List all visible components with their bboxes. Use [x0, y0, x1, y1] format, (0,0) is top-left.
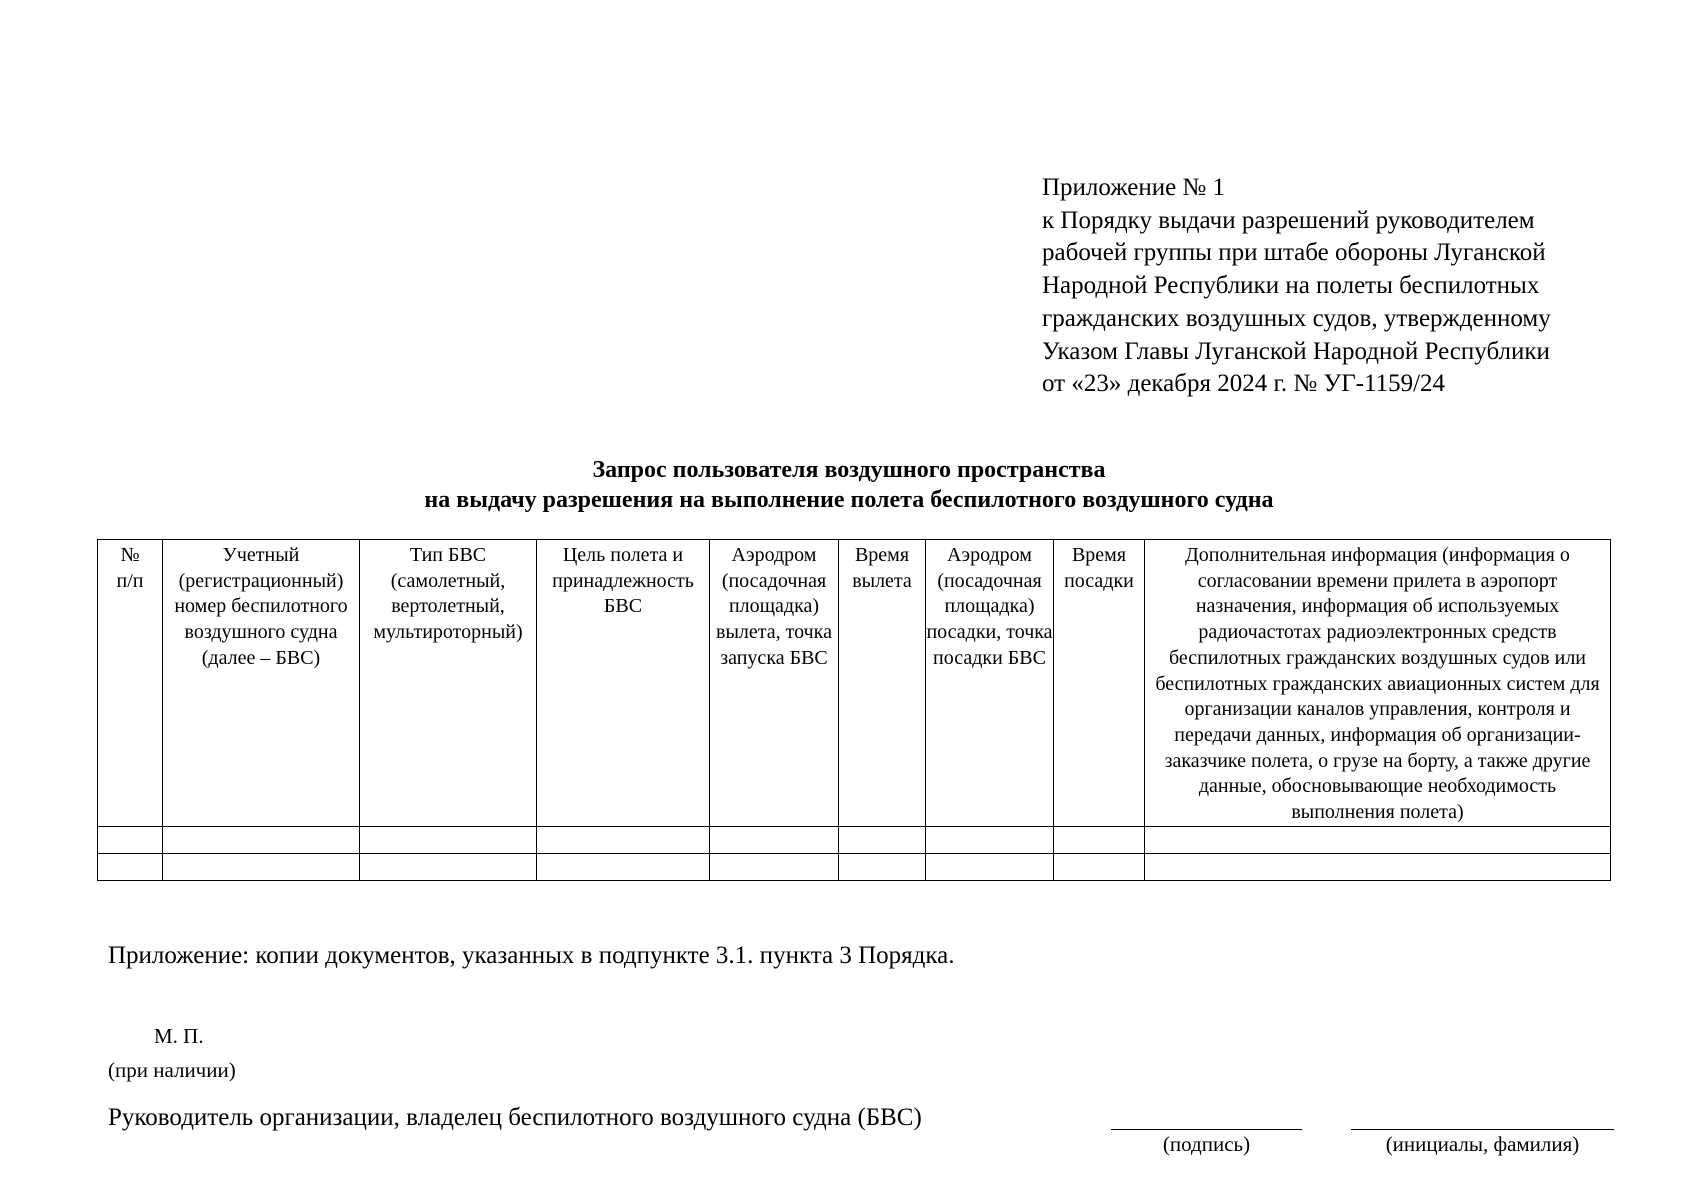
table-cell[interactable]	[710, 826, 839, 853]
appendix-line: Народной Республики на полеты беспилотных	[1042, 272, 1540, 300]
appendix-line: от «23» декабря 2024 г. № УГ-1159/24	[1042, 370, 1446, 398]
stamp-label: М. П.	[154, 1024, 204, 1048]
table-cell[interactable]	[839, 853, 926, 880]
table-cell[interactable]	[1054, 826, 1145, 853]
signature-line[interactable]	[1111, 1129, 1302, 1130]
header-departure-time: Время вылета	[839, 540, 926, 827]
name-caption: (инициалы, фамилия)	[1385, 1132, 1580, 1156]
table-header-row	[98, 540, 1611, 827]
table-cell[interactable]	[1145, 853, 1611, 880]
table-row	[98, 826, 1611, 853]
header-registration-number: Учетный (регистрационный) номер беспилотного воздушного судна (далее – БВС)	[163, 540, 360, 827]
table-cell[interactable]	[98, 826, 163, 853]
table-cell[interactable]	[360, 826, 537, 853]
header-additional-info: Дополнительная информация (информация о согласовании времени прилета в аэропорт назначения, информация об используемых радиочастотах радиоэлектронных средств беспилотных гражданских воздушных судов или беспилотных гражданских авиационных систем для организации каналов управления, контроля и передачи данных, информация об организации-заказчике полета, о грузе на борту, а также другие данные, обосновывающие необходимость выполнения полета)	[1145, 540, 1611, 827]
appendix-line: гражданских воздушных судов, утвержденному	[1042, 304, 1551, 332]
table-row	[98, 853, 1611, 880]
table-cell[interactable]	[926, 826, 1054, 853]
document-title-line2: на выдачу разрешения на выполнение полета беспилотного воздушного судна	[424, 487, 1274, 513]
table-cell[interactable]	[537, 826, 710, 853]
header-uav-type: Тип БВС (самолетный, вертолетный, мультироторный)	[360, 540, 537, 827]
table-cell[interactable]	[98, 853, 163, 880]
header-flight-purpose: Цель полета и принадлежность БВС	[537, 540, 710, 827]
table-cell[interactable]	[360, 853, 537, 880]
request-table	[97, 539, 1611, 881]
table-cell[interactable]	[537, 853, 710, 880]
table-cell[interactable]	[926, 853, 1054, 880]
header-landing-aerodrome: Аэродром (посадочная площадка) посадки, точка посадки БВС	[926, 540, 1054, 827]
attachment-line: Приложение: копии документов, указанных в подпункте 3.1. пункта 3 Порядка.	[108, 942, 955, 969]
appendix-line: Приложение № 1	[1042, 174, 1226, 201]
header-departure-aerodrome: Аэродром (посадочная площадка) вылета, точка запуска БВС	[710, 540, 839, 827]
signature-caption: (подпись)	[1162, 1132, 1251, 1156]
table-cell[interactable]	[1145, 826, 1611, 853]
signer-title: Руководитель организации, владелец беспилотного воздушного судна (БВС)	[108, 1104, 922, 1131]
stamp-note: (при наличии)	[108, 1058, 236, 1082]
header-landing-time: Время посадки	[1054, 540, 1145, 827]
appendix-line: рабочей группы при штабе обороны Луганской	[1042, 239, 1546, 267]
appendix-line: к Порядку выдачи разрешений руководителем	[1042, 206, 1535, 234]
table-cell[interactable]	[839, 826, 926, 853]
document-title-line1: Запрос пользователя воздушного пространства	[592, 457, 1106, 483]
table-cell[interactable]	[163, 826, 360, 853]
document-title	[0, 455, 1698, 515]
table-cell[interactable]	[1054, 853, 1145, 880]
name-line[interactable]	[1351, 1129, 1614, 1130]
table-cell[interactable]	[163, 853, 360, 880]
appendix-line: Указом Главы Луганской Народной Республики	[1042, 337, 1550, 365]
header-number: № п/п	[98, 540, 163, 827]
appendix-note	[1042, 172, 1662, 401]
table-cell[interactable]	[710, 853, 839, 880]
